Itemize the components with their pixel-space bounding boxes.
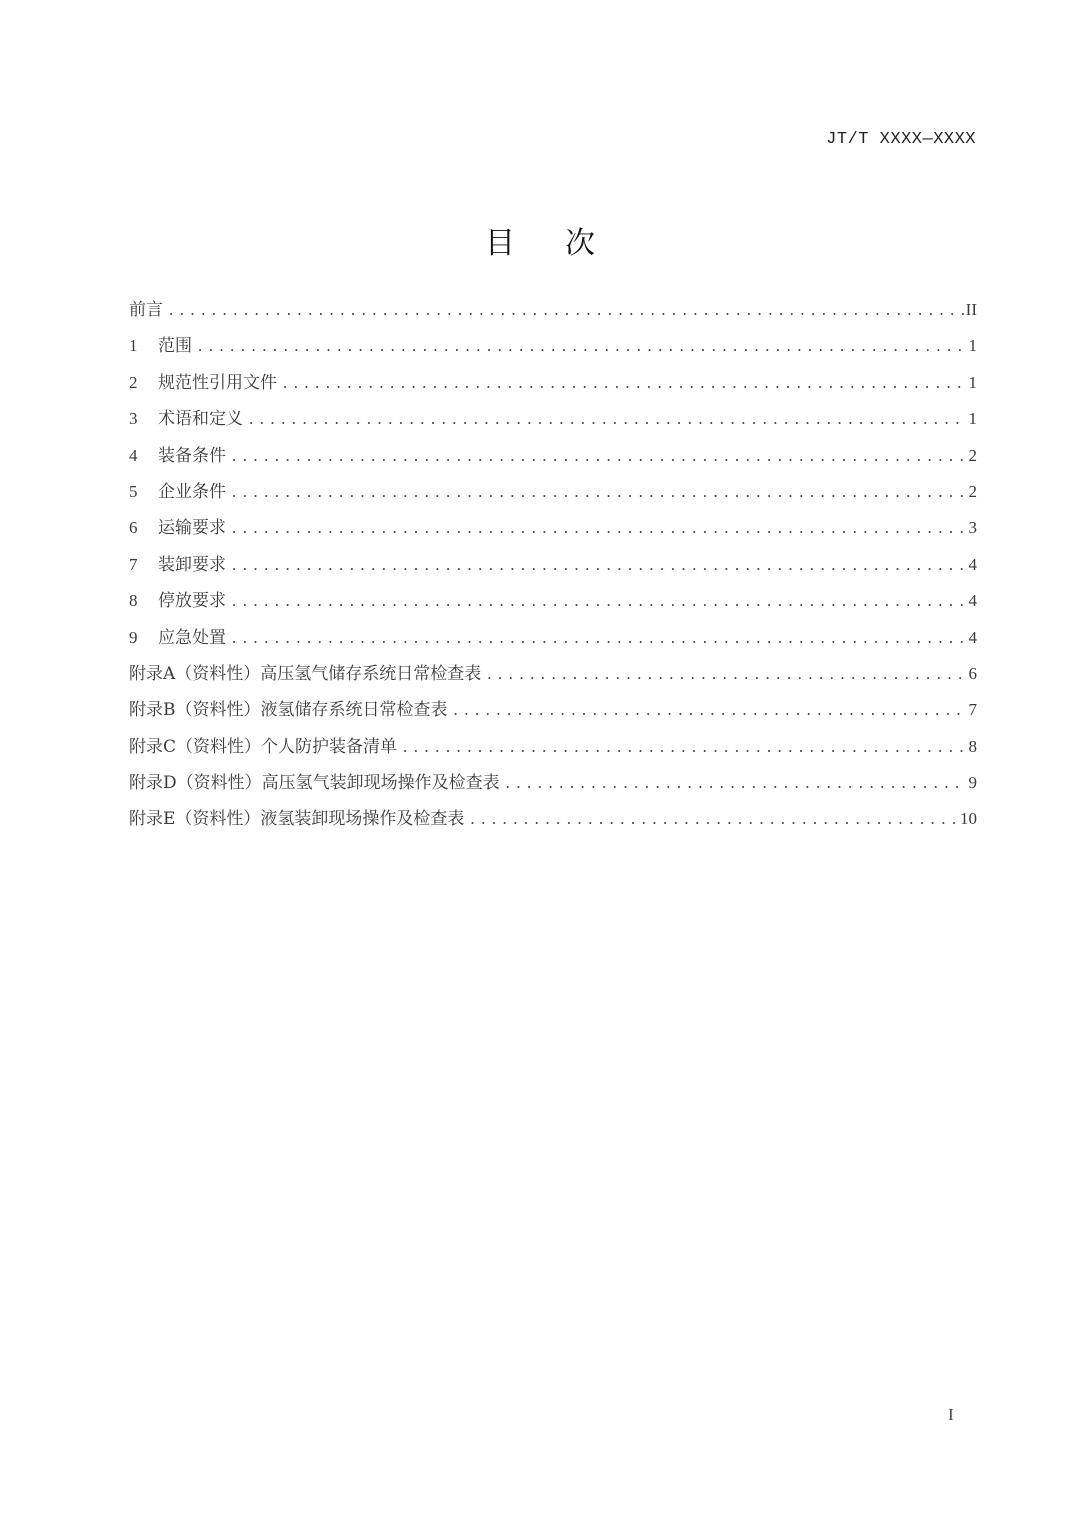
toc-entry[interactable] — [129, 586, 977, 622]
toc-number: 5 — [129, 481, 138, 501]
toc-number: 8 — [129, 591, 138, 611]
table-of-contents — [129, 295, 977, 841]
toc-label: 规范性引用文件 — [158, 372, 277, 393]
toc-entry[interactable] — [129, 513, 977, 549]
toc-label: 装备条件 — [158, 445, 226, 466]
dot-leader — [470, 809, 958, 829]
toc-page: 1 — [968, 409, 977, 429]
toc-page: 6 — [968, 663, 977, 683]
toc-number: 7 — [129, 554, 138, 574]
dot-leader — [454, 700, 967, 720]
toc-number: 9 — [129, 627, 138, 647]
toc-entry[interactable] — [129, 550, 977, 586]
toc-entry[interactable] — [129, 477, 977, 513]
dot-leader — [487, 664, 966, 684]
toc-page: 4 — [968, 627, 977, 647]
toc-label: 停放要求 — [158, 591, 226, 612]
dot-leader — [232, 482, 967, 502]
toc-number: 3 — [129, 409, 138, 429]
toc-number: 6 — [129, 518, 138, 538]
dot-leader — [403, 737, 966, 757]
toc-page: 3 — [968, 518, 977, 538]
dot-leader — [249, 409, 967, 429]
toc-page: 4 — [968, 591, 977, 611]
dot-leader — [232, 555, 967, 575]
toc-entry-appendix-c[interactable] — [129, 732, 977, 768]
dot-leader — [506, 773, 967, 793]
toc-label: 应急处置 — [158, 627, 226, 648]
standard-code: JT/T XXXX—XXXX — [826, 130, 976, 149]
toc-page: 1 — [968, 336, 977, 356]
toc-page: 9 — [968, 773, 977, 793]
toc-entry[interactable] — [129, 404, 977, 440]
toc-entry-appendix-b[interactable] — [129, 695, 977, 731]
dot-leader — [232, 628, 967, 648]
toc-page: 7 — [968, 700, 977, 720]
toc-entry-foreword[interactable] — [129, 295, 977, 331]
toc-entry-appendix-a[interactable] — [129, 659, 977, 695]
toc-label: 术语和定义 — [158, 409, 243, 430]
toc-label: 前言 — [129, 300, 163, 320]
toc-label: 企业条件 — [158, 481, 226, 502]
toc-label: 附录C（资料性）个人防护装备清单 — [129, 736, 398, 757]
toc-page: 2 — [968, 445, 977, 465]
toc-label: 装卸要求 — [158, 554, 226, 575]
page-title: 目次 — [485, 226, 645, 261]
toc-label: 运输要求 — [158, 518, 226, 539]
toc-page: II — [965, 300, 977, 319]
dot-leader — [283, 373, 967, 393]
toc-entry[interactable] — [129, 368, 977, 404]
toc-label: 附录E（资料性）液氢装卸现场操作及检查表 — [129, 809, 465, 830]
page-number: I — [948, 1405, 954, 1424]
dot-leader — [198, 336, 967, 356]
toc-page: 2 — [968, 481, 977, 501]
toc-label: 附录A（资料性）高压氢气储存系统日常检查表 — [129, 663, 482, 684]
toc-label: 范围 — [158, 336, 192, 357]
toc-page: 1 — [968, 372, 977, 392]
toc-label: 附录D（资料性）高压氢气装卸现场操作及检查表 — [129, 773, 500, 794]
dot-leader — [169, 300, 964, 320]
dot-leader — [232, 446, 967, 466]
toc-entry[interactable] — [129, 331, 977, 367]
dot-leader — [232, 591, 967, 611]
toc-number: 4 — [129, 445, 138, 465]
toc-label: 附录B（资料性）液氢储存系统日常检查表 — [129, 700, 448, 721]
toc-entry-appendix-d[interactable] — [129, 768, 977, 804]
dot-leader — [232, 518, 967, 538]
toc-page: 10 — [960, 809, 977, 829]
toc-entry[interactable] — [129, 623, 977, 659]
toc-page: 4 — [968, 554, 977, 574]
toc-number: 2 — [129, 372, 138, 392]
toc-number: 1 — [129, 336, 138, 356]
toc-entry-appendix-e[interactable] — [129, 804, 977, 840]
toc-page: 8 — [968, 736, 977, 756]
toc-entry[interactable] — [129, 441, 977, 477]
